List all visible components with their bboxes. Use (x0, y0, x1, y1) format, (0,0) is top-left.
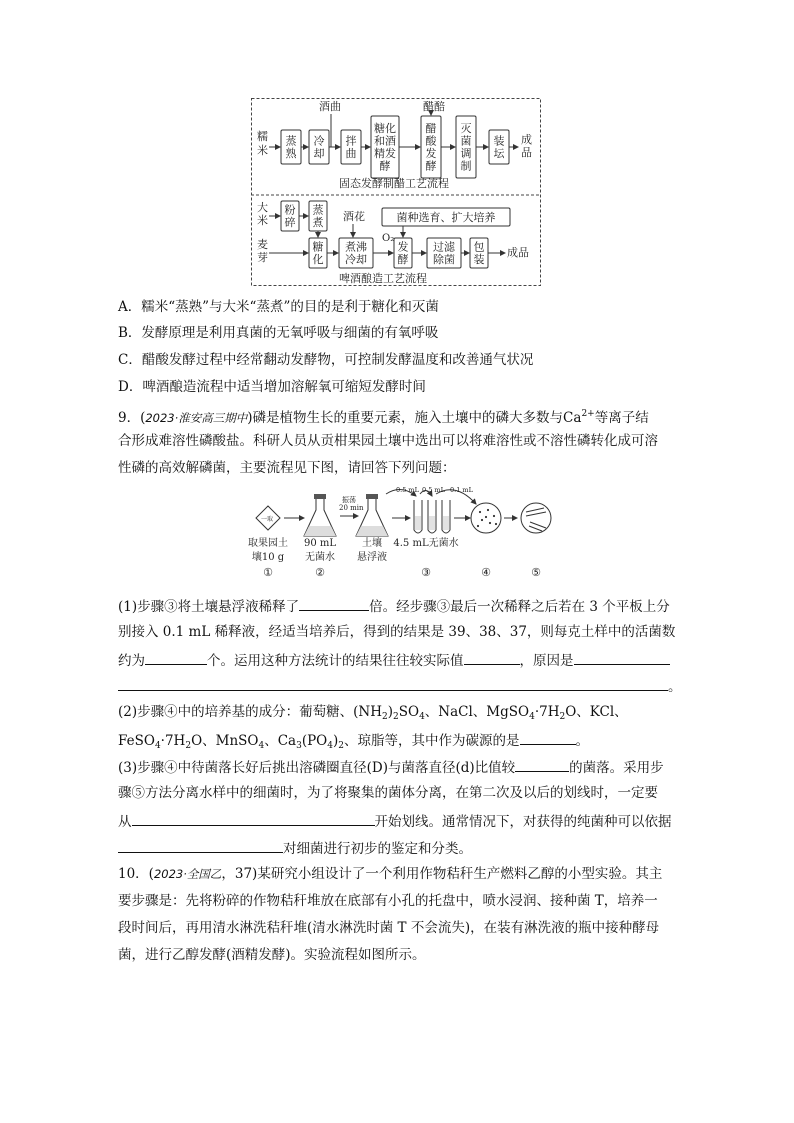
q9-2-line-2: $FeSO_4\cdot 7H_2O$、MnSO$_4$、$Ca_3(PO_4)_2$、琼脂等，其中作为碳源的是 。 (118, 730, 589, 755)
beer-step-box (339, 238, 373, 268)
svg-text:蒸: 蒸 (312, 203, 324, 217)
beer-step-box (427, 238, 461, 268)
solid-input-label: 糯 (257, 130, 268, 143)
isolation-steps-diagram (246, 486, 558, 584)
svg-text:曲: 曲 (345, 147, 357, 160)
solid-step-box (341, 130, 361, 164)
q9-2-line-1: (2)步骤④中的培养基的成分：葡萄糖、$(NH_2)_2SO_4$、NaCl、$MgSO_4\cdot 7H_2O$、KCl、 (118, 704, 628, 722)
solid-step-box (371, 116, 399, 178)
svg-text:调: 调 (460, 147, 472, 160)
beer-input-rice: 米 (257, 214, 268, 227)
beer-step-box (309, 201, 327, 231)
q9-3-line-1: (3)步骤④中待菌落长好后挑出溶磷圈直径(D)与菌落直径(d)比值较 的菌落。采用步 (118, 757, 664, 777)
svg-text:醋: 醋 (425, 122, 437, 135)
svg-text:煮沸: 煮沸 (345, 240, 367, 254)
beer-title: 啤酒酿造工艺流程 (339, 272, 427, 285)
step-number: ② (315, 566, 325, 579)
q10-line-2: 要步骤是：先将粉碎的作物秸秆堆放在底部有小孔的托盘中，喷水浸润、接种菌 T，培养一 (118, 893, 658, 909)
option-d: D．啤酒酿造流程中适当增加溶解氧可缩短发酵时间 (118, 379, 426, 395)
svg-text:熟: 熟 (285, 147, 297, 160)
q10-source: 2023·全国乙 (153, 867, 222, 881)
answer-blank[interactable] (118, 676, 668, 691)
q10-line-1: 10．(2023·全国乙，37)某研究小组设计了一个利用作物秸秆生产燃料乙醇的小型实验。其主 (118, 866, 663, 882)
solid-output-label-2: 品 (521, 146, 532, 159)
step-label: 4.5 mL无菌水 (393, 538, 459, 549)
svg-text:发: 发 (397, 240, 409, 254)
svg-text:拌: 拌 (345, 134, 357, 148)
svg-text:和酒: 和酒 (374, 134, 396, 148)
svg-text:灭: 灭 (460, 122, 472, 135)
svg-text:过滤: 过滤 (433, 240, 455, 254)
cu-label: 醋醅 (423, 100, 445, 113)
beer-input-malt: 芽 (257, 251, 268, 264)
step-label: 无菌水 (305, 552, 335, 563)
step-label: 悬浮液 (357, 552, 387, 563)
q9-source: 2023·淮安高三期中 (145, 411, 248, 425)
beer-step-box (470, 238, 488, 268)
answer-blank[interactable] (299, 596, 369, 611)
beer-step-box (382, 208, 510, 226)
answer-blank[interactable] (118, 838, 283, 853)
shake-label: 振荡 (342, 496, 356, 504)
svg-text:坛: 坛 (493, 147, 505, 160)
svg-text:糖化: 糖化 (374, 122, 396, 135)
option-a: A．糯米“蒸熟”与大米“蒸煮”的目的是利于糖化和灭菌 (118, 299, 439, 315)
volume-label: 0.5 mL (396, 486, 419, 494)
svg-text:却: 却 (313, 147, 325, 160)
step-label: 90 mL (303, 538, 337, 549)
svg-text:酵: 酵 (379, 159, 391, 173)
step-number: ④ (481, 566, 491, 579)
answer-blank[interactable] (145, 650, 207, 665)
q9-1-line-2: 别接入 0.1 mL 稀释液，经适当培养后，得到的结果是 39、38、37，则每克土样中的活菌数 (118, 624, 676, 640)
svg-text:碎: 碎 (284, 216, 296, 229)
svg-text:装: 装 (493, 134, 505, 148)
step-number: ③ (421, 566, 431, 579)
option-b: B．发酵原理是利用真菌的无氧呼吸与细菌的有氧呼吸 (118, 325, 439, 341)
svg-text:制: 制 (460, 159, 472, 173)
svg-text:酵: 酵 (397, 253, 409, 266)
qu-label: 酒曲 (319, 100, 341, 113)
svg-text:装: 装 (473, 253, 485, 266)
oxygen-label: O₂ (382, 233, 395, 244)
q9-line-3: 性磷的高效解磷菌，主要流程见下图，请回答下列问题： (118, 460, 456, 476)
q9-line-2: 合形成难溶性磷酸盐。科研人员从贡柑果园土壤中选出可以将难溶性或不溶性磷转化成可溶 (118, 433, 658, 449)
sample-label: 一取 (261, 516, 274, 523)
q9-3-line-3: 从 开始划线。通常情况下，对获得的纯菌种可以依据 (118, 811, 672, 831)
step-label: 土壤 (362, 538, 382, 549)
svg-text:蒸: 蒸 (285, 134, 297, 148)
q9-1-line-1: (1)步骤③将土壤悬浮液稀释了 倍。经步骤③最后一次稀释之后若在 3 个平板上分 (118, 596, 670, 616)
q9-3-line-2: 骤⑤方法分离水样中的细菌时，为了将聚集的菌体分离，在第二次及以后的划线时，一定要 (118, 785, 658, 801)
svg-text:包: 包 (473, 240, 485, 254)
shake-time-label: 20 min (339, 504, 364, 512)
solid-step-box (421, 116, 441, 178)
q9-1-line-4: 。 (118, 676, 682, 696)
beer-step-box (309, 238, 327, 268)
volume-label: 0.1 mL (450, 486, 473, 494)
process-flow-diagram (251, 98, 541, 286)
solid-input-label-2: 米 (257, 144, 268, 157)
svg-text:精发: 精发 (374, 147, 396, 160)
svg-text:煮: 煮 (312, 216, 324, 229)
solid-title: 固态发酵制醋工艺流程 (339, 177, 449, 190)
svg-text:菌种选育、扩大培养: 菌种选育、扩大培养 (396, 210, 496, 224)
svg-text:酸: 酸 (425, 134, 437, 148)
beer-step-box (281, 201, 299, 231)
hops-label: 酒花 (343, 210, 365, 223)
solid-step-box (489, 130, 509, 164)
svg-text:酵: 酵 (425, 159, 437, 173)
answer-blank[interactable] (515, 757, 569, 772)
step-number: ① (263, 566, 273, 579)
answer-blank[interactable] (132, 811, 375, 826)
svg-text:发: 发 (425, 147, 437, 160)
svg-text:糖: 糖 (312, 240, 324, 254)
beer-input-rice: 大 (257, 201, 268, 214)
q9-line-1: 9．(2023·淮安高三期中)磷是植物生长的重要元素，施入土壤中的磷大多数与$Ca^{2+}$等离子结 (118, 409, 649, 426)
step-label: 取果园土 (248, 538, 288, 549)
solid-step-box (456, 116, 476, 178)
q10-line-4: 菌，进行乙醇发酵(酒精发酵)。实验流程如图所示。 (118, 947, 426, 963)
beer-input-malt: 麦 (257, 238, 268, 251)
svg-text:冷却: 冷却 (345, 253, 367, 266)
beer-step-box (394, 238, 412, 268)
solid-step-box (281, 130, 301, 164)
q9-1-line-3: 约为 个。运用这种方法统计的结果往往较实际值 ，原因是 (118, 650, 670, 670)
answer-blank[interactable] (574, 650, 670, 665)
beer-output-label: 成品 (507, 246, 529, 259)
solid-output-label: 成 (521, 133, 532, 146)
q10-line-3: 段时间后，再用清水淋洗秸秆堆(清水淋洗时菌 T 不会流失)，在装有淋洗液的瓶中接种酵母 (118, 920, 660, 936)
svg-text:冷: 冷 (313, 134, 325, 148)
step-label: 壤10 g (251, 552, 285, 563)
svg-text:化: 化 (312, 253, 324, 266)
svg-text:粉: 粉 (284, 203, 296, 217)
solid-step-box (309, 130, 329, 164)
option-c: C．醋酸发酵过程中经常翻动发酵物，可控制发酵温度和改善通气状况 (118, 352, 534, 368)
step-number: ⑤ (531, 566, 541, 579)
answer-blank[interactable] (464, 650, 520, 665)
answer-blank[interactable] (520, 730, 576, 745)
volume-label: 0.5 mL (422, 486, 445, 494)
svg-text:菌: 菌 (460, 134, 472, 148)
svg-text:除菌: 除菌 (433, 253, 455, 266)
q9-3-line-4: 对细菌进行初步的鉴定和分类。 (118, 838, 472, 858)
